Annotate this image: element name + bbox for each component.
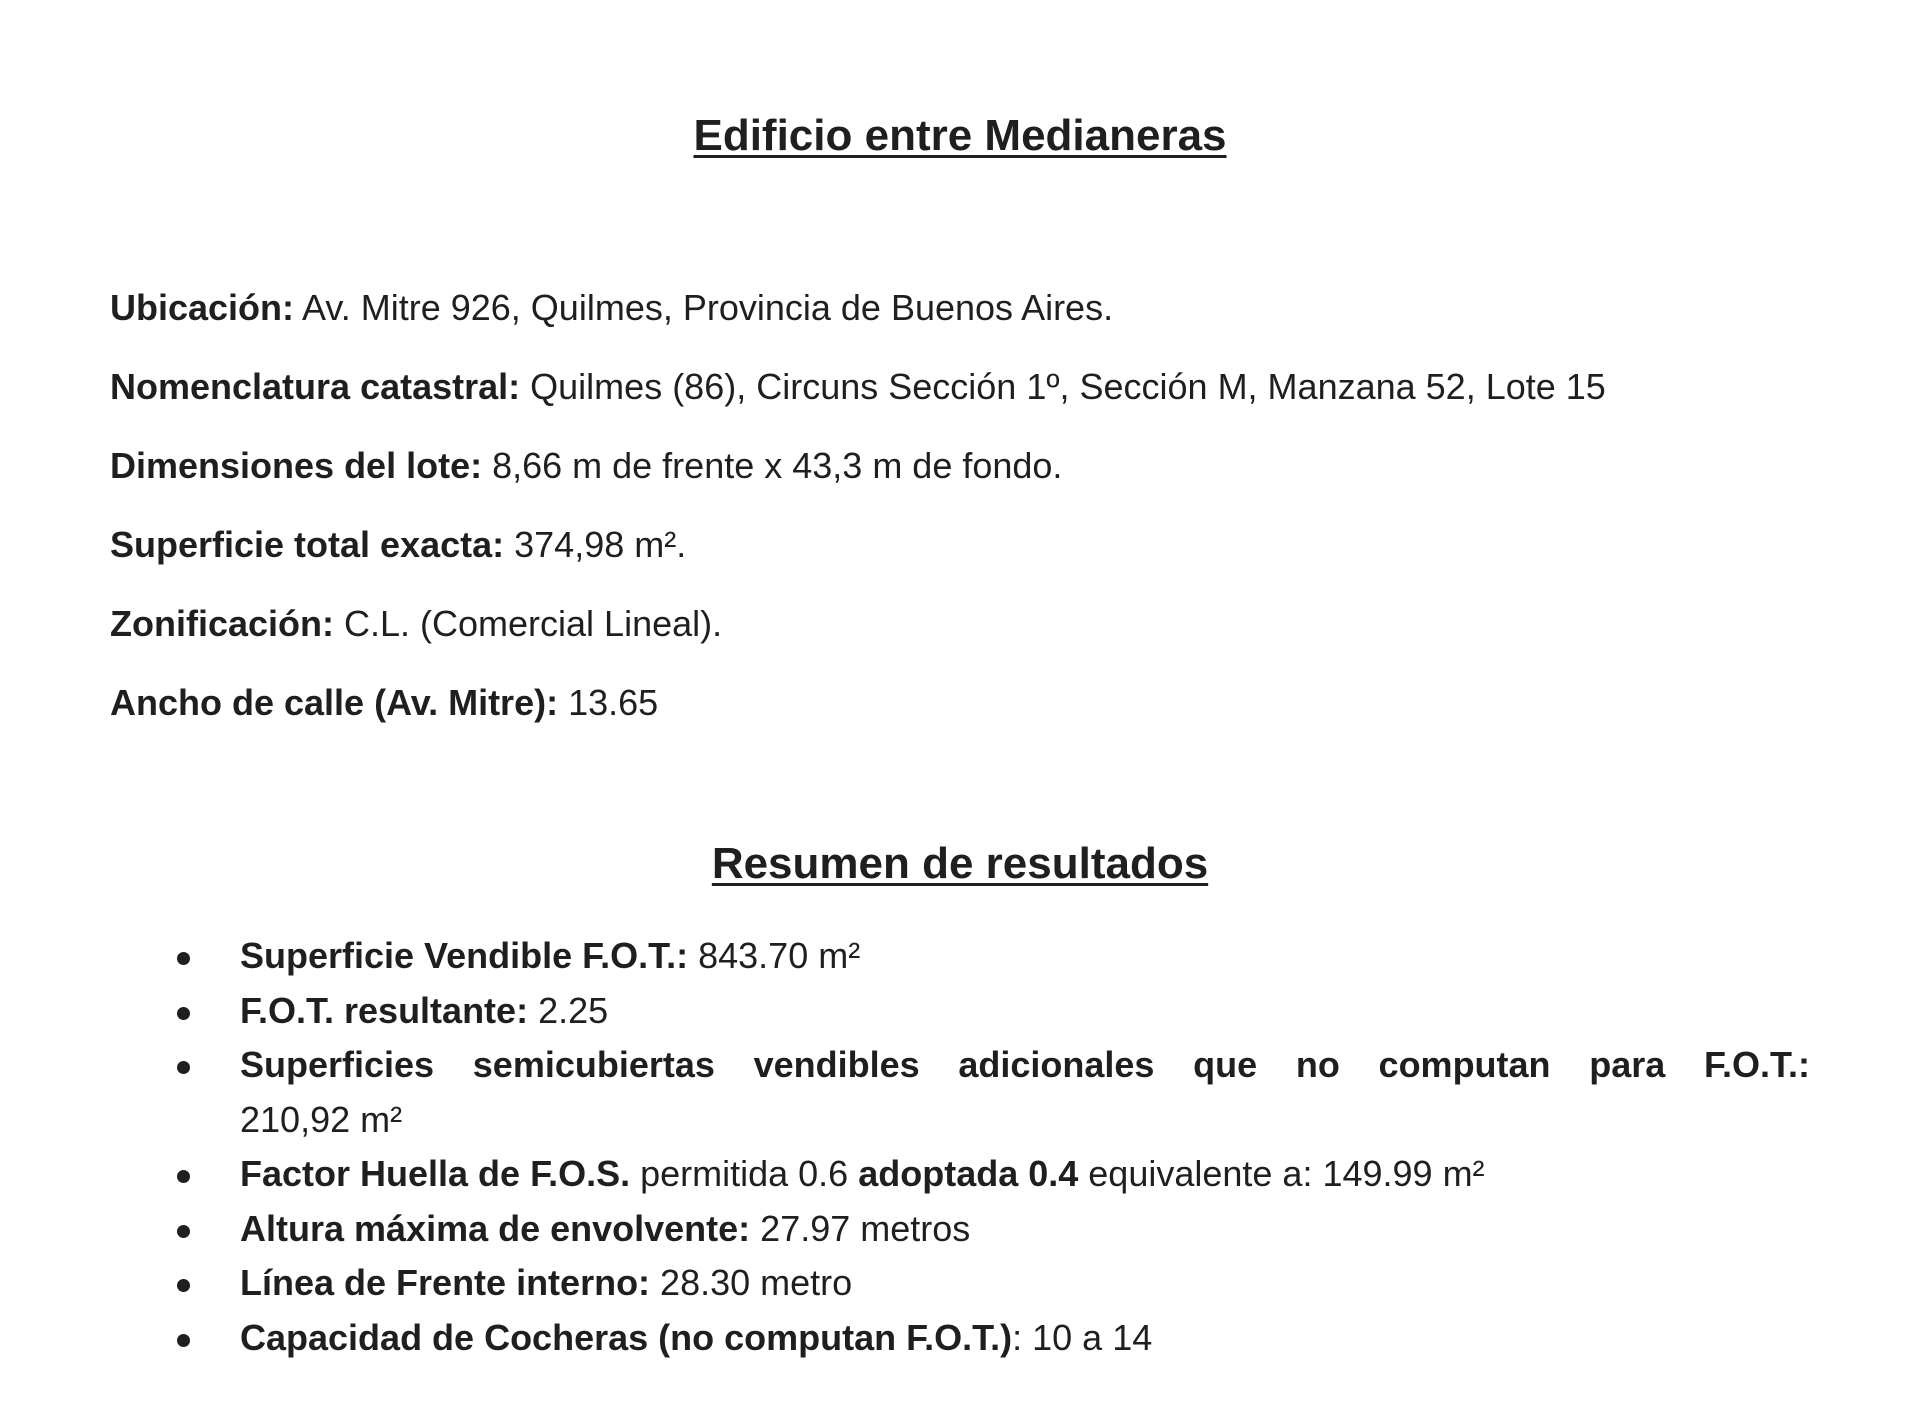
result-value: 27.97 metros	[750, 1207, 971, 1249]
bullet-icon	[177, 1279, 190, 1292]
property-label: Superficie total exacta:	[110, 524, 505, 565]
property-ancho-calle	[110, 683, 1830, 723]
result-value: 28.30 metro	[650, 1262, 853, 1303]
result-emphasis: adoptada 0.4	[858, 1153, 1079, 1194]
result-value: 2.25	[528, 989, 609, 1031]
bullet-icon	[177, 1170, 190, 1183]
list-item	[110, 1038, 1810, 1147]
list-item	[110, 1202, 1810, 1257]
list-item	[110, 929, 1810, 984]
property-nomenclatura	[110, 367, 1830, 407]
list-item	[110, 1147, 1810, 1202]
property-label: Dimensiones del lote:	[110, 445, 483, 486]
property-ubicacion	[110, 288, 1830, 328]
bullet-icon	[177, 1007, 190, 1020]
list-item	[110, 984, 1810, 1039]
bullet-icon	[177, 952, 190, 965]
list-item	[110, 1311, 1810, 1366]
bullet-icon	[177, 1334, 190, 1347]
property-label: Zonificación:	[110, 603, 334, 644]
property-zonificacion	[110, 604, 1830, 644]
property-value: Av. Mitre 926, Quilmes, Provincia de Buenos Aires.	[294, 287, 1114, 328]
result-value: 843.70 m²	[688, 935, 861, 976]
property-value: 13.65	[558, 682, 659, 723]
property-label: Nomenclatura catastral:	[110, 366, 521, 407]
result-text: permitida 0.6	[630, 1153, 859, 1194]
property-label: Ubicación:	[110, 287, 295, 328]
result-label: Factor Huella de F.O.S.	[240, 1153, 631, 1194]
result-value: equivalente a: 149.99 m²	[1078, 1153, 1485, 1194]
result-label: Línea de Frente interno:	[240, 1262, 651, 1303]
result-label: Altura máxima de envolvente:	[240, 1207, 751, 1249]
property-list	[110, 288, 1830, 762]
results-list	[110, 929, 1810, 1365]
bullet-icon	[177, 1061, 190, 1074]
result-label: F.O.T. resultante:	[240, 989, 529, 1031]
bullet-icon	[177, 1225, 190, 1238]
result-label: Superficie Vendible F.O.T.:	[240, 935, 689, 976]
results-title: Resumen de resultados	[711, 839, 1209, 888]
result-value: : 10 a 14	[1012, 1316, 1153, 1358]
property-value: Quilmes (86), Circuns Sección 1º, Sección M, Manzana 52, Lote 15	[520, 366, 1606, 407]
result-label: Capacidad de Cocheras (no computan F.O.T.)	[240, 1316, 1013, 1358]
property-dimensiones	[110, 446, 1830, 486]
list-item	[110, 1256, 1810, 1311]
property-label: Ancho de calle (Av. Mitre):	[110, 682, 559, 723]
property-superficie	[110, 525, 1830, 565]
result-value: 210,92 m²	[240, 1098, 403, 1140]
result-label: Superficies semicubiertas vendibles adicionales que no computan para F.O.T.:	[240, 1044, 1810, 1085]
property-value: C.L. (Comercial Lineal).	[334, 603, 723, 644]
document-title: Edificio entre Medianeras	[693, 111, 1227, 160]
property-value: 8,66 m de frente x 43,3 m de fondo.	[482, 445, 1063, 486]
property-value: 374,98 m².	[504, 524, 687, 565]
